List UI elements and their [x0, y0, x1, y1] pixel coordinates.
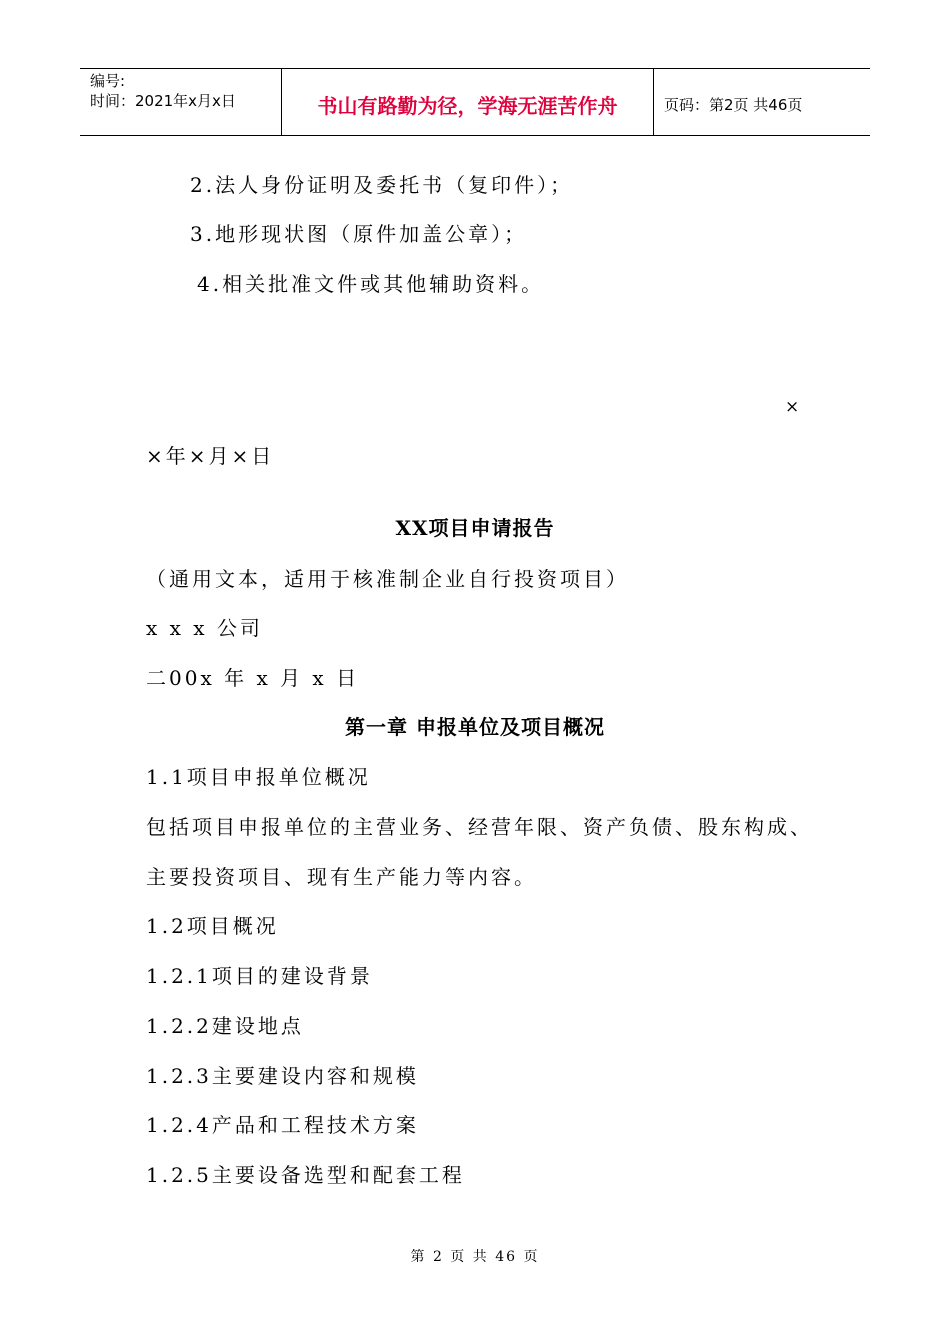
company-name: x x x 公司 — [146, 616, 263, 640]
document-time-label: 时间：2021年x月x日 — [90, 92, 236, 110]
x-mark: × — [785, 397, 803, 417]
chapter-title: 第一章 申报单位及项目概况 — [345, 715, 605, 739]
document-number-label: 编号: — [90, 72, 126, 90]
header-motto: 书山有路勤为径，学海无涯苦作舟 — [282, 69, 654, 135]
attachment-item: 3.地形现状图（原件加盖公章）； — [190, 222, 528, 246]
report-date: 二00x 年 x 月 x 日 — [146, 666, 360, 690]
subsection-heading: 1.2.3主要建设内容和规模 — [146, 1064, 419, 1088]
section-heading: 1.2项目概况 — [146, 914, 279, 938]
attachment-item: 2.法人身份证明及委托书（复印件）； — [190, 173, 574, 197]
header-page-code: 页码：第2页 共46页 — [664, 95, 803, 114]
section-heading: 1.1项目申报单位概况 — [146, 765, 371, 789]
attachment-item: 4.相关批准文件或其他辅助资料。 — [197, 272, 545, 296]
header-meta — [80, 69, 282, 135]
report-title: XX项目申请报告 — [395, 516, 555, 540]
page-header — [80, 68, 870, 136]
report-subtitle: （通用文本，适用于核准制企业自行投资项目） — [146, 567, 629, 591]
subsection-heading: 1.2.4产品和工程技术方案 — [146, 1113, 419, 1137]
subsection-heading: 1.2.5主要设备选型和配套工程 — [146, 1163, 465, 1187]
subsection-heading: 1.2.1项目的建设背景 — [146, 964, 373, 988]
date-mark: ×年×月×日 — [146, 444, 275, 468]
paragraph-line: 主要投资项目、现有生产能力等内容。 — [146, 865, 537, 889]
subsection-heading: 1.2.2建设地点 — [146, 1014, 304, 1038]
paragraph-line: 包括项目申报单位的主营业务、经营年限、资产负债、股东构成、 — [146, 815, 813, 839]
page-footer: 第 2 页 共 46 页 — [410, 1249, 540, 1265]
